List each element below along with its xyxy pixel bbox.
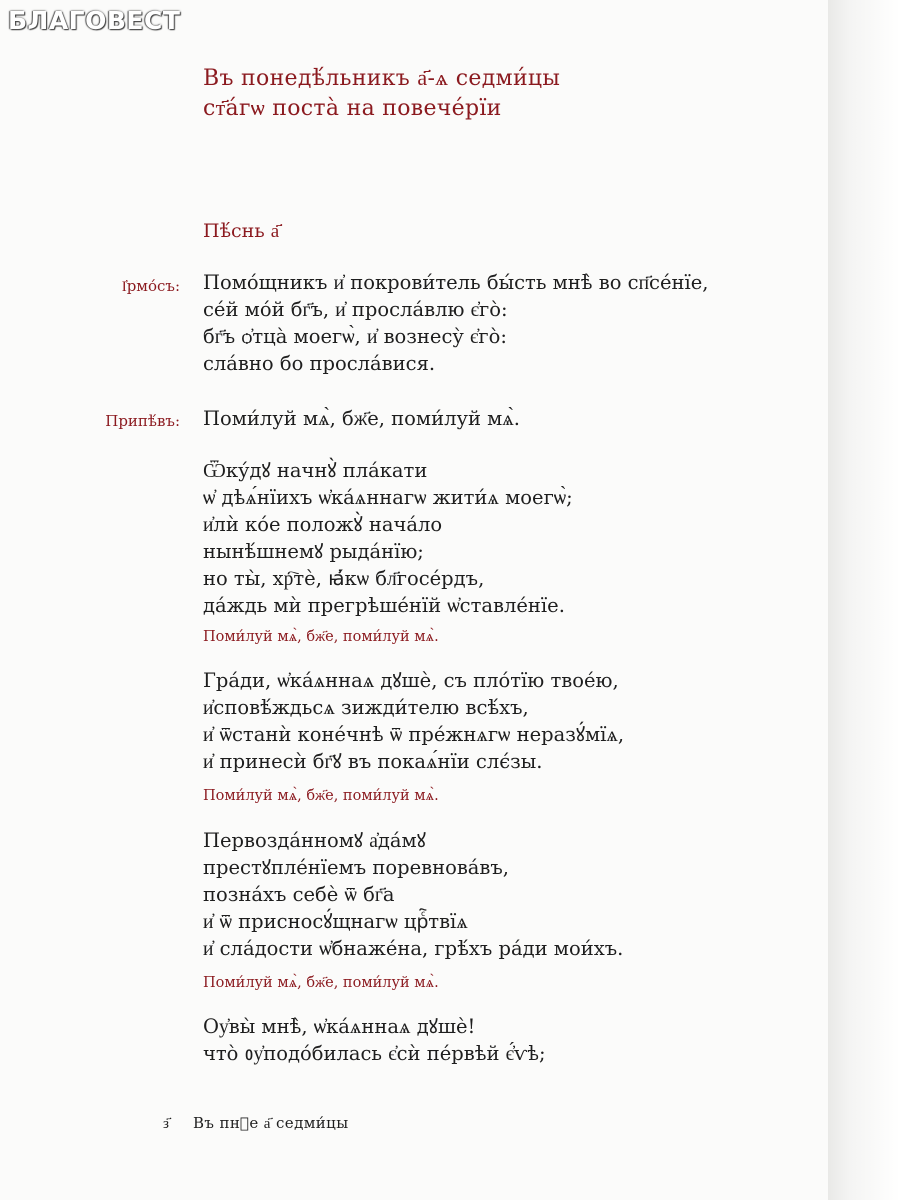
page-title [203, 64, 560, 124]
verse-line: престꙋпле́нїемъ поревнова́въ, [203, 856, 510, 879]
stanza-3-refrain: Поми́луй мѧ̀, бж҃е, поми́луй мѧ̀. [203, 975, 439, 991]
verse-line: и҆ сла́дости ѡ҆бнаже́на, грѣ́хъ ра́ди мои́хъ. [203, 937, 624, 960]
page-edge [828, 0, 900, 1200]
verse-line: ѡ҆ дѣѧ́нїихъ ѡ҆ка́ѧннагѡ жити́ѧ моегѡ̀; [203, 486, 573, 509]
title-line-2: ст҃а́гѡ поста̀ на повече́рїи [203, 96, 502, 121]
song-heading: Пѣ́снь а҃ [203, 220, 280, 242]
page-number: з҃ [163, 1114, 169, 1132]
verse-line: но ты̀, хр҇тѐ, ꙗ҆́кѡ бл҃госе́рдъ, [203, 567, 485, 590]
irmos-label: І҆рмо́съ: [121, 277, 180, 295]
verse-line: бг҃ъ ѻ҆тца̀ моегѡ̀, и҆ вознесу̀ є҆го̀: [203, 325, 507, 348]
verse-line: Первозда́нномꙋ а҆да́мꙋ [203, 829, 426, 852]
stanza-2 [203, 667, 624, 775]
verse-line: нынѣ́шнемꙋ рыда́нїю; [203, 540, 424, 563]
verse-line: и҆ ѿ присносꙋ́щнагѡ црⷭ҇твїѧ [203, 910, 468, 933]
title-line-1: Въ понедѣ́льникъ а҃-ѧ седми́цы [203, 66, 561, 91]
watermark-logo: БЛАГОВЕСТ [8, 6, 181, 35]
irmos-verse [203, 269, 708, 377]
verse-line: и҆ принесѝ бг҃ꙋ въ покаѧ́нїи слє́зы. [203, 750, 543, 773]
verse-line: Помо́щникъ и҆ покрови́тель бы́сть мнѣ̀ во сп҃се́нїе, [203, 271, 709, 294]
verse-line: да́ждь мѝ прегрѣше́нїй ѡ҆ставле́нїе. [203, 594, 565, 617]
verse-line: се́й мо́й бг҃ъ, и҆ просла́влю є҆го̀: [203, 298, 508, 321]
stanza-4 [203, 1013, 546, 1067]
verse-line: сла́вно бо просла́вися. [203, 352, 436, 375]
verse-line: Ѿку́дꙋ начнꙋ̀ пла́кати [203, 459, 428, 482]
verse-line: Гра́ди, ѡ҆ка́ѧннаѧ дꙋшѐ, съ пло́тїю твое́ю, [203, 669, 619, 692]
stanza-1 [203, 457, 573, 619]
stanza-2-refrain: Поми́луй мѧ̀, бж҃е, поми́луй мѧ̀. [203, 788, 439, 804]
refrain-label: Припѣ́въ: [105, 412, 180, 430]
verse-line: и҆сповѣ́ждьсѧ зижди́телю всѣ́хъ, [203, 696, 529, 719]
verse-line: и҆ ѿстанѝ конéчнѣ ѿ пре́жнѧгѡ неразꙋ́мїѧ, [203, 723, 625, 746]
running-head: Въ пнⷣе а҃ седми́цы [193, 1114, 349, 1132]
verse-line: Оу҆вы̀ мнѣ̀, ѡ҆ка́ѧннаѧ дꙋшѐ! [203, 1015, 476, 1038]
verse-line: и҆лѝ ко́е положꙋ̀ нача́ло [203, 513, 443, 536]
stanza-3 [203, 827, 623, 962]
verse-line: что̀ ᲂу҆подо́билась є҆сѝ пе́рвѣй є҆́ѵѣ; [203, 1042, 546, 1065]
stanza-1-refrain: Поми́луй мѧ̀, бж҃е, поми́луй мѧ̀. [203, 629, 439, 645]
verse-line: позна́хъ себѐ ѿ бг҃а [203, 883, 395, 906]
refrain-main-text: Поми́луй мѧ̀, бж҃е, поми́луй мѧ̀. [203, 407, 521, 430]
